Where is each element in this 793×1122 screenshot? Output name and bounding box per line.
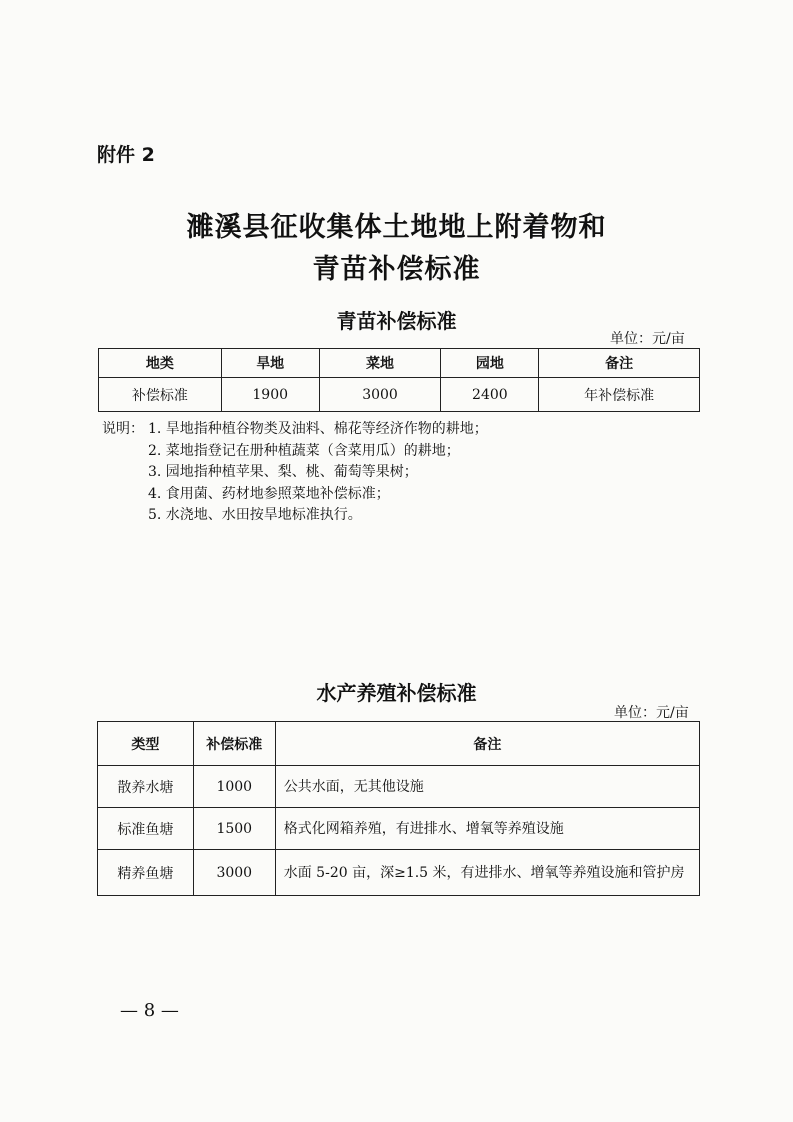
page-number: — 8 —	[120, 1000, 179, 1021]
note-item: 1. 旱地指种植谷物类及油料、棉花等经济作物的耕地；	[148, 421, 488, 437]
aquaculture-compensation-table	[97, 721, 700, 896]
table-cell: 1000	[193, 766, 275, 808]
aquaculture-unit-label: 单位：元/亩	[614, 705, 689, 721]
table-row	[98, 850, 700, 896]
header-cell: 地类	[99, 349, 222, 378]
attachment-label: 附件 2	[97, 144, 155, 166]
note-item: 4. 食用菌、药材地参照菜地补偿标准；	[148, 485, 390, 502]
header-cell: 备注	[539, 349, 700, 378]
table-cell: 3000	[319, 378, 441, 412]
table-cell: 补偿标准	[99, 378, 222, 412]
seedling-notes	[102, 419, 488, 527]
document-title-line1: 濉溪县征收集体土地地上附着物和	[186, 212, 607, 243]
table-cell: 1900	[221, 378, 319, 412]
notes-lead: 说明：	[102, 421, 144, 437]
header-cell: 园地	[441, 349, 539, 378]
document-title-line2: 青苗补偿标准	[312, 254, 481, 285]
table-row	[99, 378, 700, 412]
seedling-section-title: 青苗补偿标准	[336, 309, 457, 333]
table-cell: 精养鱼塘	[98, 850, 194, 896]
header-cell: 旱地	[221, 349, 319, 378]
table-cell: 年补偿标准	[539, 378, 700, 412]
seedling-unit-label: 单位：元/亩	[610, 331, 685, 347]
table-header-row	[99, 349, 700, 378]
table-row	[98, 766, 700, 808]
table-cell: 3000	[193, 850, 275, 896]
note-item: 5. 水浇地、水田按旱地标准执行。	[148, 507, 362, 523]
table-header-row	[98, 722, 700, 766]
table-cell: 水面 5-20 亩，深≥1.5 米，有进排水、增氧等养殖设施和管护房	[275, 850, 699, 896]
table-cell: 公共水面，无其他设施	[275, 766, 699, 808]
aquaculture-section-title: 水产养殖补偿标准	[316, 681, 477, 705]
table-cell: 标准鱼塘	[98, 808, 194, 850]
table-cell: 格式化网箱养殖，有进排水、增氧等养殖设施	[275, 808, 699, 850]
table-row	[98, 808, 700, 850]
header-cell: 补偿标准	[193, 722, 275, 766]
table-cell: 散养水塘	[98, 766, 194, 808]
header-cell: 菜地	[319, 349, 441, 378]
table-cell: 2400	[441, 378, 539, 412]
header-cell: 备注	[275, 722, 699, 766]
header-cell: 类型	[98, 722, 194, 766]
note-item: 3. 园地指种植苹果、梨、桃、葡萄等果树；	[148, 464, 418, 480]
seedling-compensation-table	[98, 348, 700, 412]
note-item: 2. 菜地指登记在册种植蔬菜（含菜用瓜）的耕地；	[148, 442, 460, 459]
table-cell: 1500	[193, 808, 275, 850]
